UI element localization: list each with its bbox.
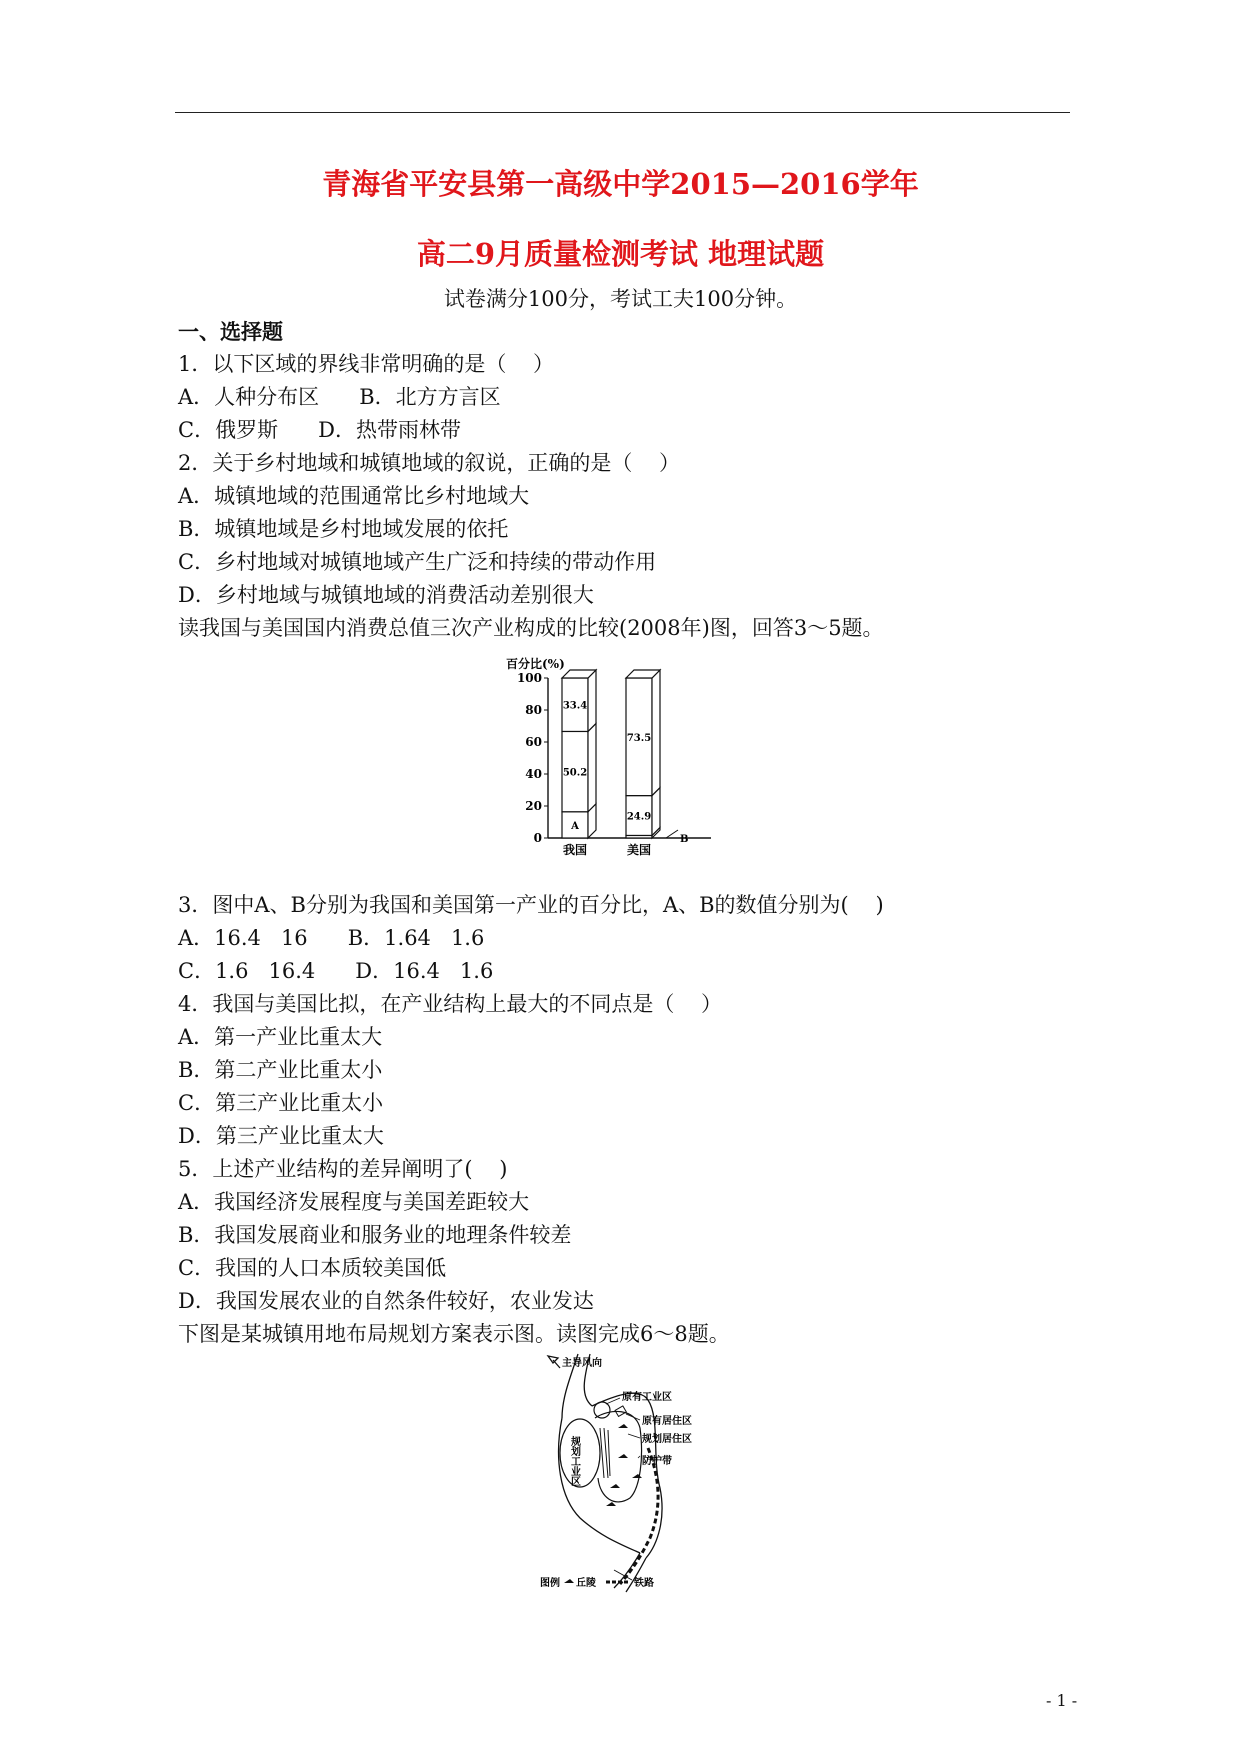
hill-symbol xyxy=(632,1474,642,1478)
question-line: 2．关于乡村地域和城镇地域的叙说，正确的是（ ） xyxy=(178,451,681,475)
exam-title-line1: 青海省平安县第一高级中学2015—2016学年 xyxy=(322,167,919,201)
hill-symbol xyxy=(618,1454,628,1458)
original-industry-area xyxy=(594,1402,610,1418)
option-line: C．我国的人口本质较美国低 xyxy=(178,1256,447,1280)
wind-arrow-shaft xyxy=(553,1360,560,1368)
question-line: 4．我国与美国比拟，在产业结构上最大的不同点是（ ） xyxy=(178,992,723,1016)
option-line: D．第三产业比重太大 xyxy=(178,1124,384,1148)
section-heading: 一、选择题 xyxy=(178,319,283,344)
legend-hill-label: 丘陵 xyxy=(576,1578,596,1589)
y-tick-label: 40 xyxy=(525,767,542,781)
page-number: - 1 - xyxy=(1046,1691,1078,1710)
option-line: A．第一产业比重太大 xyxy=(178,1025,383,1049)
legend-prefix: 图例 xyxy=(540,1578,560,1589)
wind-arrow-icon xyxy=(548,1356,558,1363)
planned-industry-label: 规划工业区 xyxy=(568,1436,580,1486)
option-line: C．第三产业比重太小 xyxy=(178,1091,384,1115)
map-label: 原有居住区 xyxy=(642,1416,692,1427)
x-category-label: 我国 xyxy=(562,843,588,857)
bar-data-label: 33.4 xyxy=(562,700,588,712)
x-category-label: 美国 xyxy=(626,843,652,857)
hill-symbol xyxy=(610,1484,620,1488)
question-line: 5．上述产业结构的差异阐明了( ) xyxy=(178,1157,508,1181)
map-label: 规划居住区 xyxy=(642,1434,692,1445)
instruction-line: 下图是某城镇用地布局规划方案表示图。读图完成6～8题。 xyxy=(178,1322,730,1346)
option-line: C．1.6 16.4 D．16.4 1.6 xyxy=(178,959,494,983)
bar-side-face xyxy=(588,723,596,811)
planned-industry-zone xyxy=(560,1419,600,1487)
question-line: 3．图中A、B分别为我国和美国第一产业的百分比，A、B的数值分别为( ) xyxy=(178,893,884,917)
protective-hatch xyxy=(600,1428,610,1478)
option-line: B．城镇地域是乡村地域发展的依托 xyxy=(178,517,509,541)
industry-structure-chart xyxy=(498,652,716,862)
b-pointer-line xyxy=(666,830,678,838)
leader-line xyxy=(626,1414,640,1420)
bar-data-label: 24.9 xyxy=(626,811,652,823)
map-label: 防护带 xyxy=(642,1456,672,1467)
bar-data-label: B xyxy=(680,834,689,845)
option-line: C．乡村地域对城镇地域产生广泛和持续的带动作用 xyxy=(178,550,657,574)
option-line: D．我国发展农业的自然条件较好，农业发达 xyxy=(178,1289,594,1313)
exam-subtitle: 试卷满分100分，考试工夫100分钟。 xyxy=(443,287,798,311)
option-line: A．我国经济发展程度与美国差距较大 xyxy=(178,1190,530,1214)
option-line: D．乡村地域与城镇地域的消费活动差别很大 xyxy=(178,583,594,607)
chart-ylabel: 百分比(%) xyxy=(506,657,565,671)
option-line: B．第二产业比重太小 xyxy=(178,1058,383,1082)
map-label: 原有工业区 xyxy=(622,1392,672,1403)
y-tick-label: 0 xyxy=(533,831,542,845)
legend-hill-icon xyxy=(564,1579,574,1583)
option-line: A．16.4 16 B．1.64 1.6 xyxy=(178,926,485,950)
leader-line xyxy=(628,1434,640,1438)
option-line: B．我国发展商业和服务业的地理条件较差 xyxy=(178,1223,572,1247)
hill-symbol xyxy=(606,1502,616,1506)
wind-direction-label: 主导风向 xyxy=(562,1358,602,1369)
y-tick-label: 80 xyxy=(525,703,542,717)
bar-data-label: 50.2 xyxy=(562,767,588,779)
option-line: A．人种分布区 B．北方方言区 xyxy=(178,385,501,409)
bar-data-label: 73.5 xyxy=(626,732,652,744)
option-line: C．俄罗斯 D．热带雨林带 xyxy=(178,418,461,442)
bar-data-label: A xyxy=(571,820,579,832)
bar-side-face xyxy=(652,670,660,796)
y-tick-label: 20 xyxy=(525,799,542,813)
option-line: A．城镇地域的范围通常比乡村地域大 xyxy=(178,484,530,508)
exam-title-line2: 高二9月质量检测考试 地理试题 xyxy=(416,237,825,271)
instruction-line: 读我国与美国国内消费总值三次产业构成的比较(2008年)图，回答3～5题。 xyxy=(178,616,884,640)
town-planning-map xyxy=(540,1348,740,1593)
leader-line xyxy=(638,1456,640,1458)
hill-symbol xyxy=(618,1424,628,1428)
bar-side-face xyxy=(588,670,596,731)
railway-line xyxy=(620,1448,658,1584)
y-tick-label: 60 xyxy=(525,735,542,749)
header-rule xyxy=(175,112,1070,113)
question-line: 1．以下区域的界线非常明确的是（ ） xyxy=(178,352,555,376)
legend-rail-label: 铁路 xyxy=(634,1578,654,1589)
y-tick-label: 100 xyxy=(516,671,542,685)
